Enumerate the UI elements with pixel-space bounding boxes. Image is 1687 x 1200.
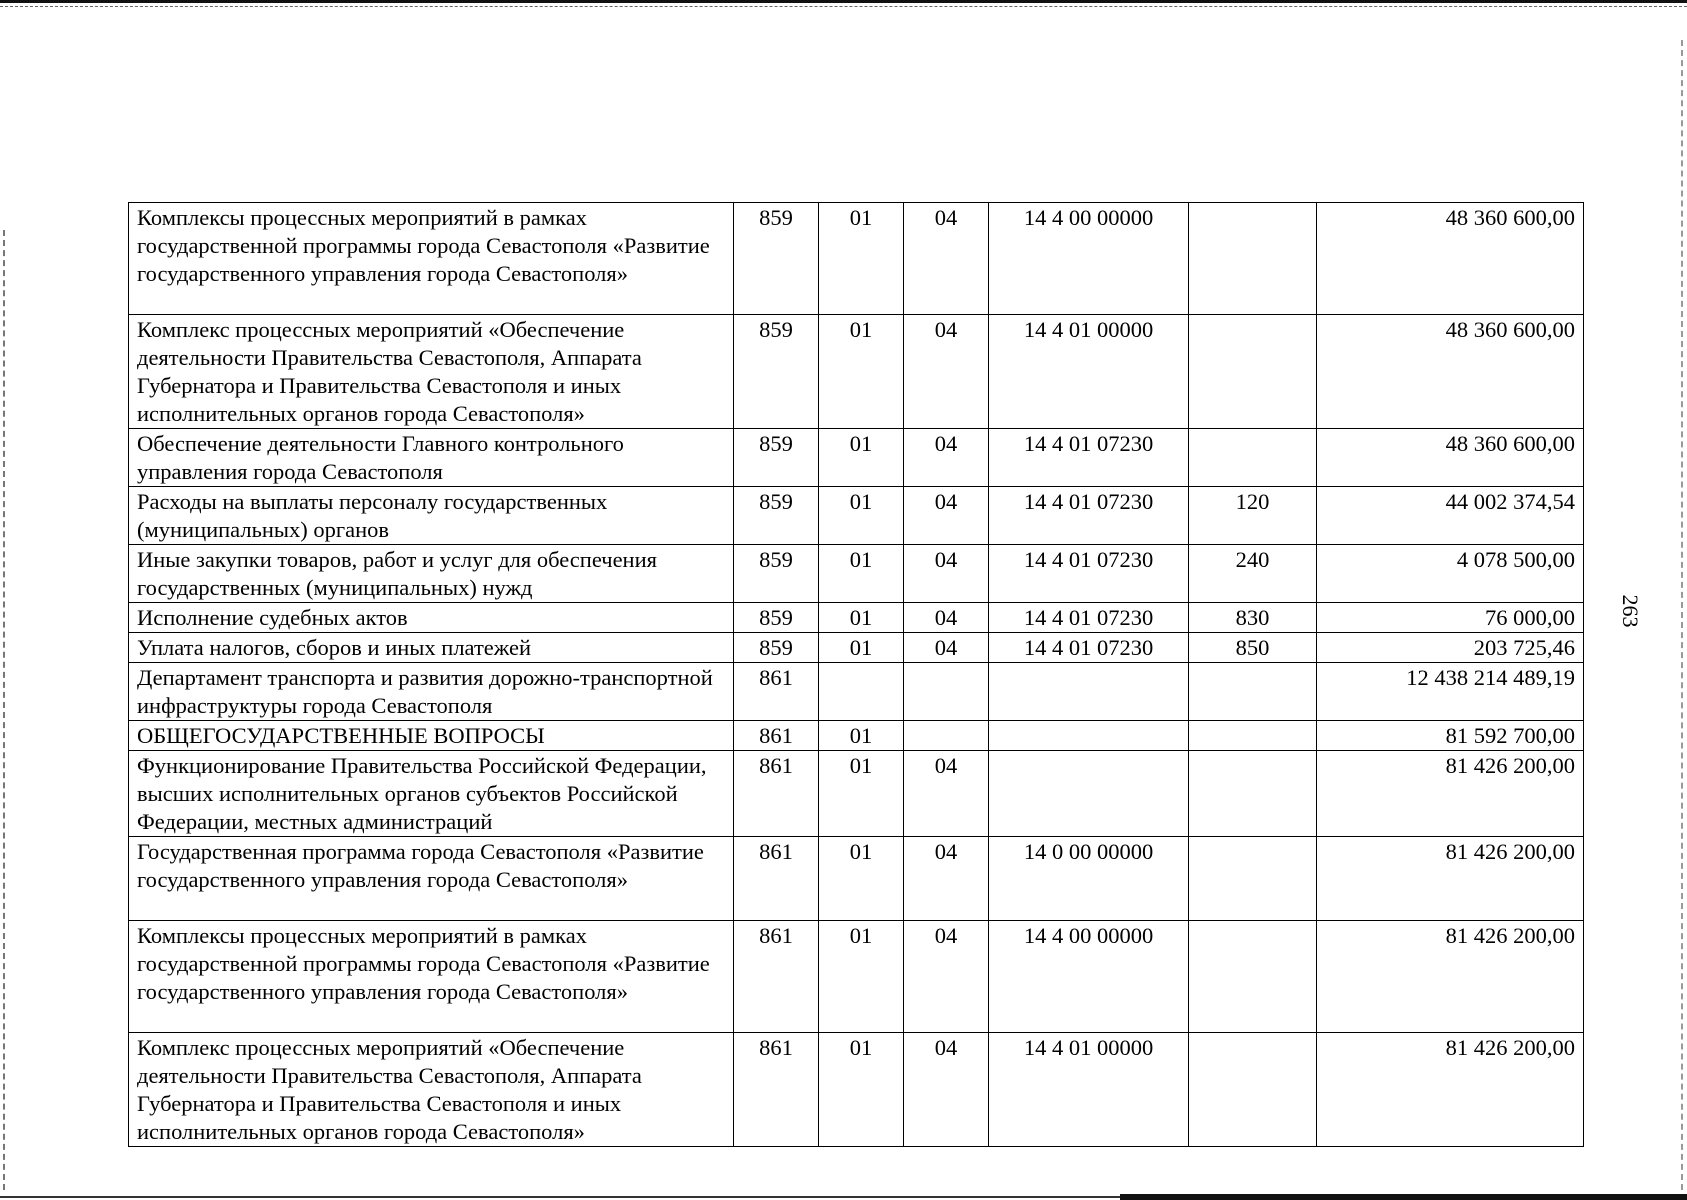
row-name: Комплексы процессных мероприятий в рамках государственной программы города Севастополя «Развитие государственного управления города Севастополя» [129, 203, 734, 315]
row-vr: 850 [1189, 633, 1317, 663]
row-rz: 01 [819, 603, 904, 633]
row-rz: 01 [819, 751, 904, 837]
row-ved: 859 [734, 545, 819, 603]
row-ved: 859 [734, 429, 819, 487]
row-pr: 04 [904, 203, 989, 315]
row-vr [1189, 751, 1317, 837]
row-csr: 14 4 00 00000 [989, 921, 1189, 1033]
table-row [129, 721, 1584, 751]
row-rz: 01 [819, 837, 904, 921]
row-csr [989, 751, 1189, 837]
row-rz: 01 [819, 633, 904, 663]
row-ved: 859 [734, 315, 819, 429]
row-csr: 14 4 00 00000 [989, 203, 1189, 315]
row-ved: 861 [734, 1033, 819, 1147]
row-vr [1189, 429, 1317, 487]
table-row [129, 603, 1584, 633]
row-pr: 04 [904, 1033, 989, 1147]
scan-edge-top [0, 0, 1687, 3]
row-pr: 04 [904, 837, 989, 921]
row-csr: 14 4 01 00000 [989, 1033, 1189, 1147]
table-row [129, 487, 1584, 545]
row-ved: 859 [734, 203, 819, 315]
row-pr: 04 [904, 487, 989, 545]
row-csr: 14 4 01 00000 [989, 315, 1189, 429]
row-sum: 81 592 700,00 [1317, 721, 1584, 751]
row-ved: 861 [734, 721, 819, 751]
row-sum: 48 360 600,00 [1317, 315, 1584, 429]
scan-edge-top-dashed [0, 6, 1687, 7]
row-sum: 76 000,00 [1317, 603, 1584, 633]
row-csr [989, 663, 1189, 721]
table-row [129, 751, 1584, 837]
scan-edge-bottom-line [0, 1196, 1120, 1198]
row-csr: 14 4 01 07230 [989, 603, 1189, 633]
row-sum: 81 426 200,00 [1317, 751, 1584, 837]
row-sum: 81 426 200,00 [1317, 921, 1584, 1033]
row-rz: 01 [819, 203, 904, 315]
row-name: Функционирование Правительства Российской Федерации, высших исполнительных органов субъектов Российской Федерации, местных администраций [129, 751, 734, 837]
row-ved: 861 [734, 751, 819, 837]
row-pr: 04 [904, 315, 989, 429]
row-sum: 48 360 600,00 [1317, 203, 1584, 315]
table-row [129, 633, 1584, 663]
row-rz [819, 663, 904, 721]
row-name: Иные закупки товаров, работ и услуг для обеспечения государственных (муниципальных) нужд [129, 545, 734, 603]
page-number: 263 [1618, 594, 1643, 628]
row-ved: 861 [734, 837, 819, 921]
row-vr [1189, 315, 1317, 429]
row-sum: 203 725,46 [1317, 633, 1584, 663]
row-name: Уплата налогов, сборов и иных платежей [129, 633, 734, 663]
row-pr [904, 721, 989, 751]
row-ved: 859 [734, 487, 819, 545]
row-vr [1189, 203, 1317, 315]
row-vr [1189, 921, 1317, 1033]
row-sum: 44 002 374,54 [1317, 487, 1584, 545]
row-ved: 859 [734, 603, 819, 633]
row-ved: 861 [734, 663, 819, 721]
row-rz: 01 [819, 1033, 904, 1147]
row-sum: 81 426 200,00 [1317, 1033, 1584, 1147]
table-row [129, 429, 1584, 487]
row-pr: 04 [904, 429, 989, 487]
scan-edge-bottom [1120, 1194, 1687, 1200]
row-rz: 01 [819, 315, 904, 429]
table-row [129, 1033, 1584, 1147]
row-csr: 14 4 01 07230 [989, 487, 1189, 545]
table-row [129, 203, 1584, 315]
row-rz: 01 [819, 921, 904, 1033]
row-csr [989, 721, 1189, 751]
table-row [129, 545, 1584, 603]
row-pr [904, 663, 989, 721]
row-sum: 4 078 500,00 [1317, 545, 1584, 603]
row-csr: 14 0 00 00000 [989, 837, 1189, 921]
row-vr [1189, 837, 1317, 921]
row-vr: 240 [1189, 545, 1317, 603]
row-vr: 830 [1189, 603, 1317, 633]
row-vr: 120 [1189, 487, 1317, 545]
row-ved: 861 [734, 921, 819, 1033]
row-vr [1189, 1033, 1317, 1147]
scan-edge-right-dashed [1681, 40, 1683, 1190]
row-rz: 01 [819, 545, 904, 603]
table-row [129, 837, 1584, 921]
table-row [129, 315, 1584, 429]
row-pr: 04 [904, 545, 989, 603]
row-pr: 04 [904, 751, 989, 837]
row-pr: 04 [904, 603, 989, 633]
row-name: Комплексы процессных мероприятий в рамках государственной программы города Севастополя «Развитие государственного управления города Севастополя» [129, 921, 734, 1033]
row-pr: 04 [904, 921, 989, 1033]
row-sum: 81 426 200,00 [1317, 837, 1584, 921]
row-name: Государственная программа города Севастополя «Развитие государственного управления города Севастополя» [129, 837, 734, 921]
row-csr: 14 4 01 07230 [989, 429, 1189, 487]
row-csr: 14 4 01 07230 [989, 545, 1189, 603]
row-name: Комплекс процессных мероприятий «Обеспечение деятельности Правительства Севастополя, Аппарата Губернатора и Правительства Севастополя и иных исполнительных органов города Севастополя» [129, 1033, 734, 1147]
row-sum: 48 360 600,00 [1317, 429, 1584, 487]
scan-edge-left-dashed [3, 230, 5, 1190]
row-vr [1189, 721, 1317, 751]
row-rz: 01 [819, 429, 904, 487]
row-name: Комплекс процессных мероприятий «Обеспечение деятельности Правительства Севастополя, Аппарата Губернатора и Правительства Севастополя и иных исполнительных органов города Севастополя» [129, 315, 734, 429]
row-csr: 14 4 01 07230 [989, 633, 1189, 663]
row-sum: 12 438 214 489,19 [1317, 663, 1584, 721]
row-name: Исполнение судебных актов [129, 603, 734, 633]
row-vr [1189, 663, 1317, 721]
row-rz: 01 [819, 487, 904, 545]
row-name: ОБЩЕГОСУДАРСТВЕННЫЕ ВОПРОСЫ [129, 721, 734, 751]
row-ved: 859 [734, 633, 819, 663]
row-name: Департамент транспорта и развития дорожно-транспортной инфраструктуры города Севастополя [129, 663, 734, 721]
row-pr: 04 [904, 633, 989, 663]
budget-table [128, 202, 1584, 1147]
row-name: Расходы на выплаты персоналу государственных (муниципальных) органов [129, 487, 734, 545]
row-rz: 01 [819, 721, 904, 751]
table-row [129, 921, 1584, 1033]
table-row [129, 663, 1584, 721]
row-name: Обеспечение деятельности Главного контрольного управления города Севастополя [129, 429, 734, 487]
